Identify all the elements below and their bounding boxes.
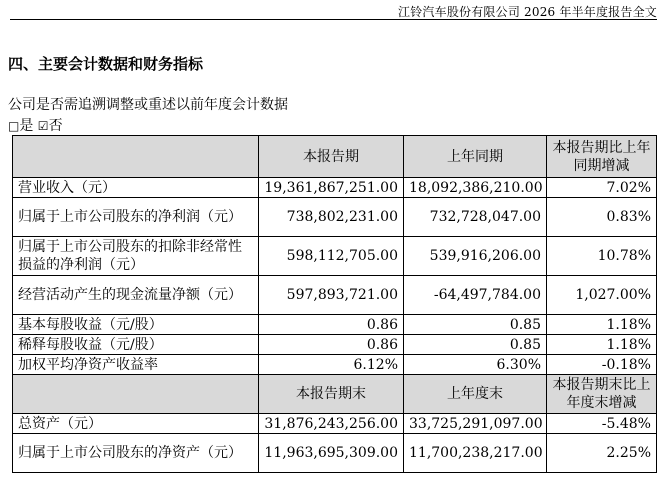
row-prior-value: 6.30% — [404, 355, 547, 375]
table-row — [13, 198, 657, 237]
option-no-label: 否 — [48, 118, 63, 134]
header-change: 本报告期末比上年度末增减 — [547, 375, 657, 414]
header-change: 本报告期比上年同期增减 — [547, 136, 657, 178]
row-prior-value: -64,497,784.00 — [404, 276, 547, 315]
section-title: 四、主要会计数据和财务指标 — [8, 55, 204, 73]
table-row — [13, 335, 657, 355]
table-header-row — [13, 136, 657, 178]
row-prior-value: 33,725,291,097.00 — [404, 414, 547, 434]
row-label: 稀释每股收益（元/股） — [13, 335, 259, 355]
row-label: 总资产（元） — [13, 414, 259, 434]
checked-box-icon: ☑ — [37, 119, 49, 133]
table-header-row — [13, 375, 657, 414]
header-prior-year-end: 上年度末 — [404, 375, 547, 414]
row-prior-value: 0.85 — [404, 335, 547, 355]
header-period-end: 本报告期末 — [259, 375, 404, 414]
table-row — [13, 178, 657, 198]
row-current-value: 19,361,867,251.00 — [259, 178, 404, 198]
row-current-value: 6.12% — [259, 355, 404, 375]
row-change-value: 10.78% — [547, 237, 657, 276]
row-prior-value: 539,916,206.00 — [404, 237, 547, 276]
header-divider — [10, 19, 657, 20]
row-current-value: 0.86 — [259, 335, 404, 355]
row-current-value: 598,112,705.00 — [259, 237, 404, 276]
table-row — [13, 315, 657, 335]
row-label: 归属于上市公司股东的净资产（元） — [13, 434, 259, 473]
row-current-value: 11,963,695,309.00 — [259, 434, 404, 473]
row-prior-value: 18,092,386,210.00 — [404, 178, 547, 198]
header-blank-cell — [13, 136, 259, 178]
table-row — [13, 355, 657, 375]
row-prior-value: 11,700,238,217.00 — [404, 434, 547, 473]
row-change-value: -0.18% — [547, 355, 657, 375]
table-row — [13, 276, 657, 315]
row-change-value: 0.83% — [547, 198, 657, 237]
row-label: 归属于上市公司股东的净利润（元） — [13, 198, 259, 237]
restatement-answer — [8, 115, 63, 135]
row-label: 经营活动产生的现金流量净额（元） — [13, 276, 259, 315]
row-prior-value: 0.85 — [404, 315, 547, 335]
header-current-period: 本报告期 — [259, 136, 404, 178]
row-label: 归属于上市公司股东的扣除非经常性损益的净利润（元） — [13, 237, 259, 276]
option-yes-label: 是 — [19, 118, 34, 134]
header-prior-period: 上年同期 — [404, 136, 547, 178]
row-current-value: 31,876,243,256.00 — [259, 414, 404, 434]
row-change-value: 1.18% — [547, 315, 657, 335]
unchecked-box-icon: □ — [8, 119, 20, 133]
row-current-value: 738,802,231.00 — [259, 198, 404, 237]
row-change-value: 2.25% — [547, 434, 657, 473]
restatement-question: 公司是否需追溯调整或重述以前年度会计数据 — [8, 97, 288, 113]
row-change-value: 1.18% — [547, 335, 657, 355]
row-change-value: 1,027.00% — [547, 276, 657, 315]
row-label: 营业收入（元） — [13, 178, 259, 198]
row-current-value: 0.86 — [259, 315, 404, 335]
report-header-title: 江铃汽车股份有限公司 2026 年半年度报告全文 — [398, 5, 657, 19]
header-blank-cell — [13, 375, 259, 414]
table-row — [13, 434, 657, 473]
row-current-value: 597,893,721.00 — [259, 276, 404, 315]
row-change-value: -5.48% — [547, 414, 657, 434]
table-row — [13, 414, 657, 434]
row-prior-value: 732,728,047.00 — [404, 198, 547, 237]
row-change-value: 7.02% — [547, 178, 657, 198]
row-label: 加权平均净资产收益率 — [13, 355, 259, 375]
table-row — [13, 237, 657, 276]
row-label: 基本每股收益（元/股） — [13, 315, 259, 335]
financial-indicators-table — [12, 135, 657, 473]
